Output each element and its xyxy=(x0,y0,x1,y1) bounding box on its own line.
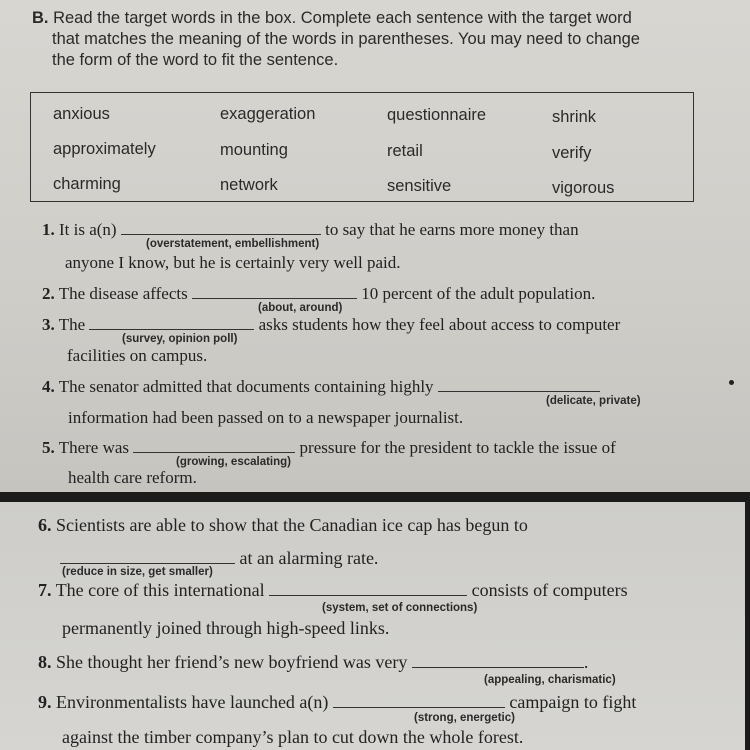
sentence-2-hint: (about, around) xyxy=(258,302,343,314)
ink-dot xyxy=(729,380,734,385)
instructions-line-1: Read the target words in the box. Complete each sentence with the target word xyxy=(53,9,632,27)
sentence-2-post: 10 percent of the adult population. xyxy=(361,284,596,303)
word-charming: charming xyxy=(53,175,121,193)
sentence-9-post: campaign to fight xyxy=(509,692,637,712)
sentence-1: 1. It is a(n) to say that he earns more money than xyxy=(42,220,579,239)
sentence-5-pre: There was xyxy=(58,438,130,457)
sentence-4-hint: (delicate, private) xyxy=(546,395,641,407)
sentence-3-blank[interactable] xyxy=(89,317,254,330)
sentence-6: 6. Scientists are able to show that the Canadian ice cap has begun to xyxy=(38,515,528,535)
word-vigorous: vigorous xyxy=(552,179,615,197)
sentence-7: 7. The core of this international consists of computers xyxy=(38,580,628,600)
sentence-7-line-2: permanently joined through high-speed links. xyxy=(62,618,390,638)
sentence-6-blank[interactable] xyxy=(60,551,235,564)
sentence-4-blank[interactable] xyxy=(438,379,600,392)
word-approximately: approximately xyxy=(53,140,156,158)
sentence-8-post: . xyxy=(583,652,589,672)
sentence-1-line-2: anyone I know, but he is certainly very well paid. xyxy=(65,253,401,272)
sentence-7-blank[interactable] xyxy=(269,583,467,596)
sentence-1-hint: (overstatement, embellishment) xyxy=(146,238,320,250)
sentence-2-pre: The disease affects xyxy=(58,284,188,303)
word-exaggeration: exaggeration xyxy=(220,105,316,123)
sentence-5: 5. There was pressure for the president to tackle the issue of xyxy=(42,438,616,457)
word-network: network xyxy=(220,176,278,194)
sentence-3-post: asks students how they feel about access to computer xyxy=(258,315,621,334)
word-mounting: mounting xyxy=(220,141,288,159)
sentence-4-line-2: information had been passed on to a newspaper journalist. xyxy=(68,408,464,427)
sentence-7-pre: The core of this international xyxy=(55,580,265,600)
sentence-6-post: at an alarming rate. xyxy=(239,548,379,568)
sentence-4-pre: The senator admitted that documents containing highly xyxy=(58,377,434,396)
sentence-9-pre: Environmentalists have launched a(n) xyxy=(56,692,329,712)
sentence-1-post: to say that he earns more money than xyxy=(325,220,579,239)
sentence-8-hint: (appealing, charismatic) xyxy=(484,674,616,686)
sentence-5-post: pressure for the president to tackle the issue of xyxy=(299,438,616,457)
sentence-4: 4. The senator admitted that documents containing highly xyxy=(42,377,600,397)
sentence-6-hint: (reduce in size, get smaller) xyxy=(62,566,213,578)
sentence-7-post: consists of computers xyxy=(471,580,628,600)
instructions-line-3: the form of the word to fit the sentence. xyxy=(52,51,339,69)
sentence-2: 2. The disease affects 10 percent of the adult population. xyxy=(42,284,596,303)
section-label: B. xyxy=(32,9,49,27)
sentence-5-hint: (growing, escalating) xyxy=(176,456,292,468)
sentence-7-hint: (system, set of connections) xyxy=(322,602,478,614)
sentence-9: 9. Environmentalists have launched a(n) campaign to fight xyxy=(38,692,637,712)
sentence-1-blank[interactable] xyxy=(121,222,321,235)
sentence-1-pre: It is a(n) xyxy=(59,220,117,239)
instructions-line-2: that matches the meaning of the words in parentheses. You may need to change xyxy=(52,30,640,48)
word-retail: retail xyxy=(387,142,423,160)
sentence-2-blank[interactable] xyxy=(192,286,357,299)
word-sensitive: sensitive xyxy=(387,177,452,195)
word-anxious: anxious xyxy=(53,105,110,123)
sentence-3-line-2: facilities on campus. xyxy=(67,346,208,365)
bottom-page xyxy=(0,502,745,750)
sentence-6-pre: Scientists are able to show that the Canadian ice cap has begun to xyxy=(56,515,528,535)
instructions xyxy=(32,8,702,71)
word-verify: verify xyxy=(552,144,592,162)
sentence-9-line-2: against the timber company’s plan to cut down the whole forest. xyxy=(62,727,524,747)
word-shrink: shrink xyxy=(552,108,597,126)
sentence-5-line-2: health care reform. xyxy=(68,468,197,487)
word-questionnaire: questionnaire xyxy=(387,106,487,124)
sentence-9-hint: (strong, energetic) xyxy=(414,712,515,724)
sentence-9-blank[interactable] xyxy=(333,695,505,708)
sentence-8-blank[interactable] xyxy=(412,655,584,668)
sentence-3-pre: The xyxy=(58,315,86,334)
sentence-8: 8. She thought her friend’s new boyfriend was very . xyxy=(38,652,589,672)
target-word-box xyxy=(30,92,694,202)
sentence-8-pre: She thought her friend’s new boyfriend was very xyxy=(56,652,408,672)
sentence-3: 3. The asks students how they feel about access to computer xyxy=(42,315,621,334)
sentence-5-blank[interactable] xyxy=(133,440,295,453)
sentence-3-hint: (survey, opinion poll) xyxy=(122,333,238,345)
